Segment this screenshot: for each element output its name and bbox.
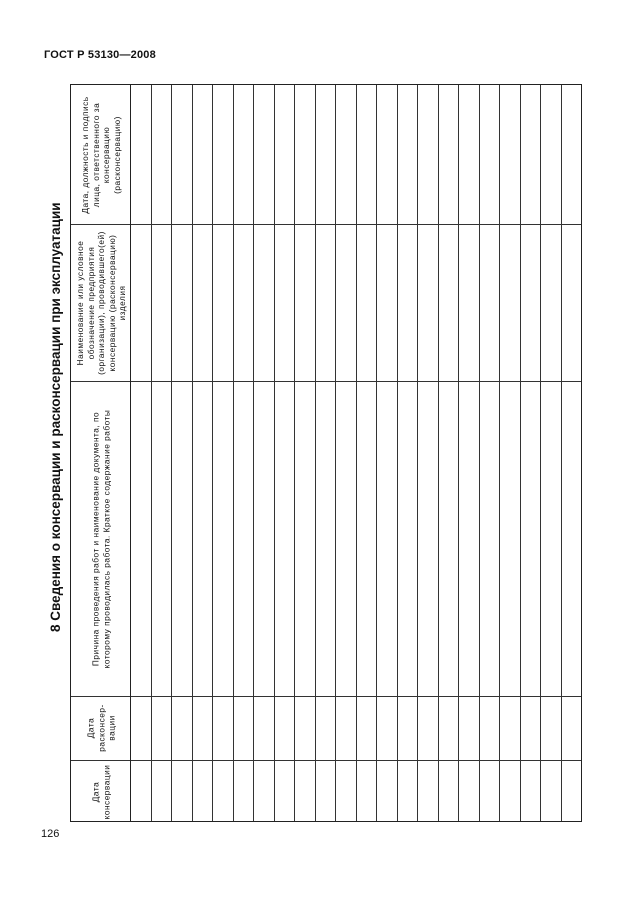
column-divider — [71, 381, 581, 382]
entry-row-line — [253, 85, 254, 821]
column-divider — [71, 760, 581, 761]
entry-row-line — [540, 85, 541, 821]
entry-row-line — [294, 85, 295, 821]
entry-row-line — [499, 85, 500, 821]
entry-row-line — [417, 85, 418, 821]
entry-row-line — [315, 85, 316, 821]
entry-row-line — [520, 85, 521, 821]
header-cell-conservation-date: Дата консервации — [90, 764, 111, 819]
entry-row-line — [171, 85, 172, 821]
entry-row-line — [335, 85, 336, 821]
column-divider — [71, 224, 581, 225]
header-cell-reason-document: Причина проведения работ и наименование документа, по которому проводилась работа. Краткое содержание работы — [90, 409, 111, 668]
entry-row-line — [233, 85, 234, 821]
conservation-log-table — [70, 84, 582, 822]
column-divider — [71, 696, 581, 697]
entry-row-line — [376, 85, 377, 821]
header-cell-responsible-person: Дата, должность и подпись лица, ответственного за консервацию (расконсервацию) — [80, 95, 122, 214]
document-header: ГОСТ Р 53130—2008 — [44, 49, 156, 61]
entry-row-line — [561, 85, 562, 821]
page-number: 126 — [41, 828, 60, 840]
entry-row-line — [458, 85, 459, 821]
header-cell-organization: Наименование или условное обозначение предприятия (организации), проводившего(ей) консервацию (расконсервацию) изделия — [74, 230, 127, 375]
entry-row-line — [212, 85, 213, 821]
entry-row-line — [438, 85, 439, 821]
header-cell-deconservation-date: Дата расконсер-вации — [85, 704, 117, 752]
entry-row-line — [479, 85, 480, 821]
entry-row-line — [397, 85, 398, 821]
entry-row-line — [274, 85, 275, 821]
entry-row-line — [192, 85, 193, 821]
entry-row-line — [151, 85, 152, 821]
entry-row-line — [356, 85, 357, 821]
section-title: 8 Сведения о консервации и расконсервации при эксплуатации — [48, 202, 63, 632]
